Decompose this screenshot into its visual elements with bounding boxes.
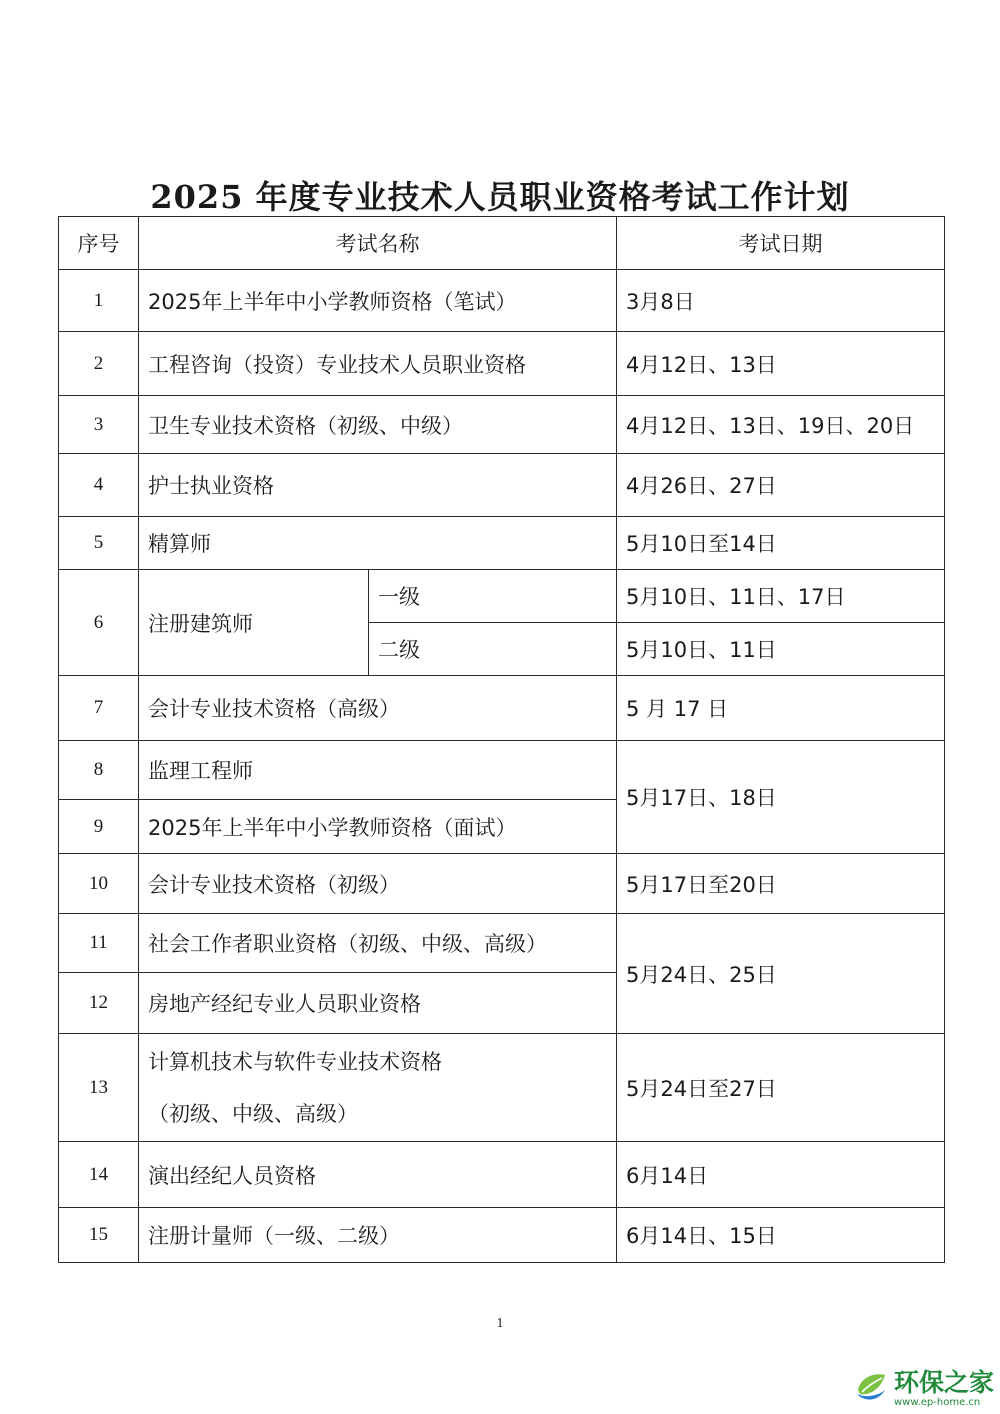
- exam-schedule-table: [58, 216, 945, 1263]
- row-no: 2: [59, 332, 139, 396]
- watermark-url: www.ep-home.cn: [893, 1397, 981, 1408]
- row-no: 10: [59, 854, 139, 914]
- exam-name: 注册建筑师: [139, 570, 369, 676]
- table-row: [59, 676, 945, 741]
- exam-date: 5月17日、18日: [617, 741, 945, 854]
- exam-name: 社会工作者职业资格（初级、中级、高级）: [139, 914, 617, 973]
- exam-name: 护士执业资格: [139, 454, 617, 517]
- watermark-name: 环保之家: [893, 1368, 994, 1397]
- row-no: 4: [59, 454, 139, 517]
- header-name: 考试名称: [139, 217, 617, 270]
- table-row: [59, 270, 945, 332]
- exam-date: 6月14日: [617, 1142, 945, 1208]
- exam-name: 计算机技术与软件专业技术资格: [148, 1049, 442, 1074]
- exam-name: 监理工程师: [139, 741, 617, 800]
- exam-date: 4月26日、27日: [617, 454, 945, 517]
- exam-name: 会计专业技术资格（高级）: [139, 676, 617, 741]
- row-no: 1: [59, 270, 139, 332]
- row-no: 13: [59, 1034, 139, 1142]
- row-no: 12: [59, 973, 139, 1034]
- table-row: [59, 396, 945, 454]
- row-no: 7: [59, 676, 139, 741]
- exam-date: 4月12日、13日、19日、20日: [617, 396, 945, 454]
- exam-date: 4月12日、13日: [617, 332, 945, 396]
- exam-date: 5月10日、11日、17日: [617, 570, 945, 623]
- row-no: 8: [59, 741, 139, 800]
- exam-date: 5月24日、25日: [617, 914, 945, 1034]
- exam-date: 6月14日、15日: [617, 1208, 945, 1263]
- exam-level: 二级: [369, 623, 617, 676]
- table-row: [59, 914, 945, 973]
- exam-name: 演出经纪人员资格: [139, 1142, 617, 1208]
- header-no: 序号: [59, 217, 139, 270]
- row-no: 6: [59, 570, 139, 676]
- exam-name-cell: [139, 1034, 617, 1142]
- exam-name: 注册计量师（一级、二级）: [139, 1208, 617, 1263]
- leaf-logo-icon: [854, 1370, 888, 1408]
- row-no: 11: [59, 914, 139, 973]
- exam-name: 工程咨询（投资）专业技术人员职业资格: [139, 332, 617, 396]
- header-date: 考试日期: [617, 217, 945, 270]
- table-row: [59, 741, 945, 800]
- exam-name: 会计专业技术资格（初级）: [139, 854, 617, 914]
- header-row: [59, 217, 945, 270]
- exam-name: 精算师: [139, 517, 617, 570]
- table-row: [59, 517, 945, 570]
- exam-date: 5月10日至14日: [617, 517, 945, 570]
- exam-name: 卫生专业技术资格（初级、中级）: [139, 396, 617, 454]
- page-number: 1: [496, 1316, 504, 1331]
- table-row: [59, 854, 945, 914]
- exam-name: 2025年上半年中小学教师资格（面试）: [139, 800, 617, 854]
- exam-date: 5月24日至27日: [617, 1034, 945, 1142]
- row-no: 3: [59, 396, 139, 454]
- exam-name-line2: （初级、中级、高级）: [148, 1101, 358, 1126]
- exam-date: 3月8日: [617, 270, 945, 332]
- document-title: 2025 年度专业技术人员职业资格考试工作计划: [150, 178, 850, 216]
- exam-date: 5月17日至20日: [617, 854, 945, 914]
- table-row: [59, 1208, 945, 1263]
- table-row: [59, 570, 945, 623]
- row-no: 14: [59, 1142, 139, 1208]
- table-row: [59, 454, 945, 517]
- exam-level: 一级: [369, 570, 617, 623]
- exam-date: 5月10日、11日: [617, 623, 945, 676]
- exam-name: 2025年上半年中小学教师资格（笔试）: [139, 270, 617, 332]
- exam-name: 房地产经纪专业人员职业资格: [139, 973, 617, 1034]
- table-row: [59, 1034, 945, 1142]
- watermark: [854, 1370, 994, 1408]
- table-row: [59, 332, 945, 396]
- row-no: 5: [59, 517, 139, 570]
- row-no: 15: [59, 1208, 139, 1263]
- row-no: 9: [59, 800, 139, 854]
- exam-date: 5 月 17 日: [617, 676, 945, 741]
- table-row: [59, 1142, 945, 1208]
